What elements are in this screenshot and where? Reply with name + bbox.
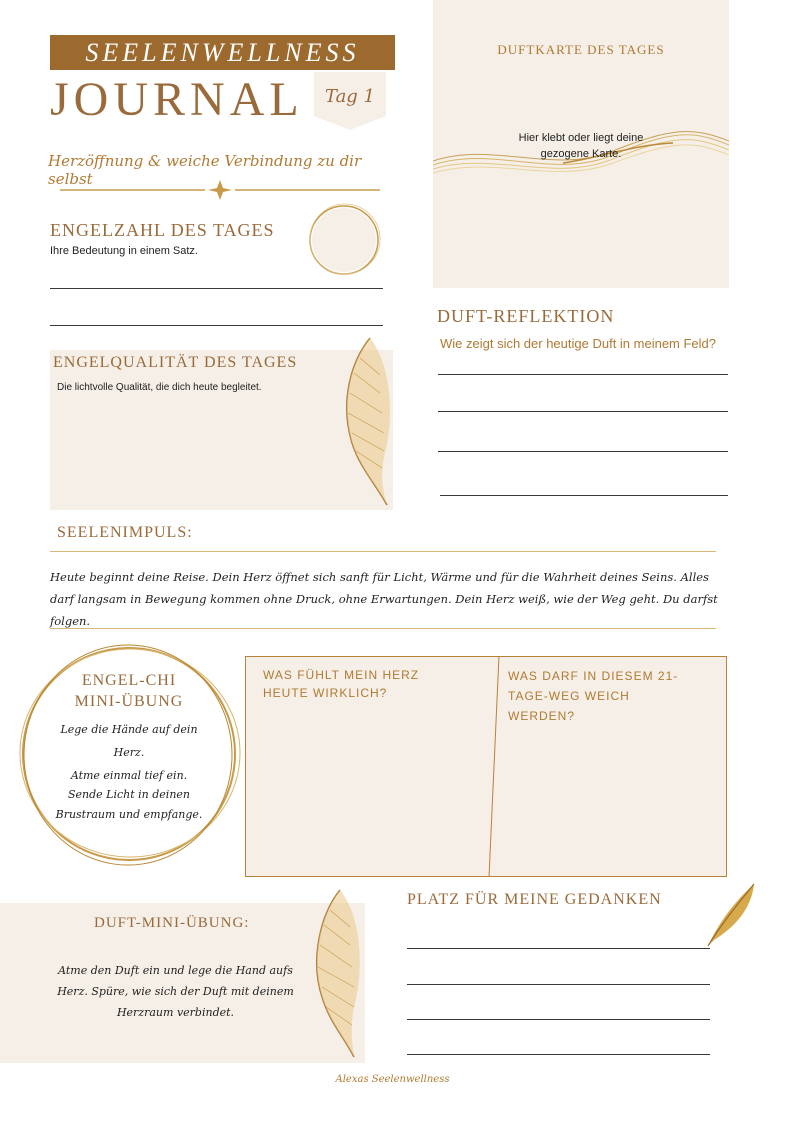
seelenimpuls-title: SEELENIMPULS: bbox=[57, 524, 193, 541]
subtitle: Herzöffnung & weiche Verbindung zu dir selbst bbox=[48, 152, 362, 188]
question-right[interactable]: WAS DARF IN DIESEM 21-TAGE-WEG WEICH WERDEN? bbox=[508, 669, 679, 723]
duft-reflektion-question: Wie zeigt sich der heutige Duft in meinem Feld? bbox=[440, 336, 717, 351]
seelenimpuls-top-rule bbox=[50, 551, 716, 552]
footer-signature: Alexas Seelenwellness bbox=[335, 1074, 450, 1085]
seelenimpuls-text: Heute beginnt deine Reise. Dein Herz öffnet sich sanft für Licht, Wärme und für die Wahrheit deines Seins. Alles darf langsam in Bewegung kommen ohne Druck, ohne Erwartungen. Dein Herz weiß, wie der Weg geht. Du darfst folgen. bbox=[50, 570, 718, 628]
gedanken-line-3[interactable] bbox=[407, 1019, 710, 1020]
gedanken-line-4[interactable] bbox=[407, 1054, 710, 1055]
reflektion-line-4[interactable] bbox=[440, 495, 728, 496]
engel-chi-title-2: MINI-ÜBUNG bbox=[74, 693, 184, 710]
gedanken-line-2[interactable] bbox=[407, 984, 710, 985]
engelqualitaet-prompt: Die lichtvolle Qualität, die dich heute begleitet. bbox=[57, 382, 262, 393]
question-left[interactable]: WAS FÜHLT MEIN HERZ HEUTE WIRKLICH? bbox=[263, 668, 420, 700]
duft-reflektion-title: DUFT-REFLEKTION bbox=[437, 306, 615, 326]
engelzahl-line-2[interactable] bbox=[50, 325, 383, 326]
duft-mini-text: Atme den Duft ein und lege die Hand aufs Herz. Spüre, wie sich der Duft mit deinem Herzraum verbindet. bbox=[57, 964, 294, 1019]
gedanken-line-1[interactable] bbox=[407, 948, 710, 949]
day-tag: Tag 1 bbox=[324, 86, 376, 107]
brand-text: SEELENWELLNESS bbox=[85, 38, 360, 67]
engel-chi-line-4: Sende Licht in deinen bbox=[67, 788, 190, 801]
quill-icon bbox=[700, 880, 758, 950]
engelzahl-line-1[interactable] bbox=[50, 288, 383, 289]
gedanken-title: PLATZ FÜR MEINE GEDANKEN bbox=[407, 891, 662, 908]
reflektion-line-2[interactable] bbox=[438, 411, 728, 412]
engelqualitaet-title: ENGELQUALITÄT DES TAGES bbox=[53, 354, 298, 371]
reflektion-line-3[interactable] bbox=[438, 451, 728, 452]
engel-chi-line-5: Brustraum und empfange. bbox=[55, 808, 203, 821]
engel-chi-title-1: ENGEL-CHI bbox=[81, 672, 177, 689]
feather-icon bbox=[340, 333, 395, 508]
feather-icon bbox=[308, 885, 366, 1060]
angel-number-circle bbox=[305, 203, 383, 277]
seelenimpuls-bottom-rule bbox=[50, 628, 716, 629]
ornament-divider bbox=[60, 180, 380, 200]
engelzahl-title: ENGELZAHL DES TAGES bbox=[50, 220, 275, 240]
duft-mini-title: DUFT-MINI-ÜBUNG: bbox=[94, 915, 250, 931]
engel-chi-line-1: Lege die Hände auf dein bbox=[60, 723, 198, 736]
engelzahl-prompt: Ihre Bedeutung in einem Satz. bbox=[50, 245, 198, 257]
engel-chi-line-3: Atme einmal tief ein. bbox=[70, 769, 188, 782]
journal-title: JOURNAL bbox=[50, 73, 304, 126]
reflektion-line-1[interactable] bbox=[438, 374, 728, 375]
questions-divider bbox=[485, 656, 505, 877]
engel-chi-line-2: Herz. bbox=[113, 746, 145, 759]
duftkarte-title: DUFTKARTE DES TAGES bbox=[497, 42, 665, 57]
duftkarte-hint: Hier klebt oder liegt deine gezogene Karte. bbox=[518, 132, 644, 160]
